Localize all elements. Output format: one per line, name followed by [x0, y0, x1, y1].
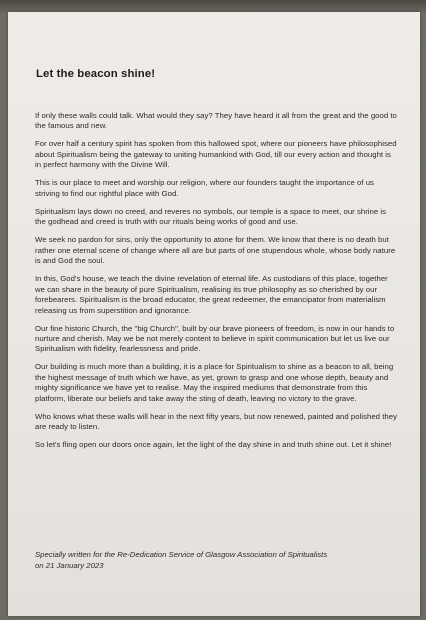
signoff-line: Specially written for the Re-Dedication Service of Glasgow Association of Spiritualists — [35, 550, 328, 559]
paragraph: If only these walls could talk. What would they say? They have heard it all from the great and the good to the famous and new. — [35, 111, 397, 131]
paragraph: Our fine historic Church, the "big Church", built by our brave pioneers of freedom, is now in our hands to nurture and cherish. May we be not merely content to believe in spirit communication but let us live our Spiritualism with fidelity, fearlessness and pride. — [35, 323, 395, 354]
paragraph: This is our place to meet and worship our religion, where our founders taught the importance of us striving to find our rightful place with God. — [35, 178, 374, 198]
paragraph: Spiritualism lays down no creed, and reveres no symbols, our temple is a space to meet, our shrine is the godhead and creed is truth with our rituals being works of good and use. — [35, 206, 387, 227]
signoff-date: on 21 January 2023 — [35, 560, 104, 570]
document-body — [35, 111, 397, 458]
paragraph: Who knows what these walls will hear in the next fifty years, but now renewed, painted and polished they are ready to listen. — [35, 411, 397, 432]
document-title: Let the beacon shine! — [36, 68, 156, 80]
paragraph: In this, God's house, we teach the divine revelation of eternal life. As custodians of this place, together we can share in the beauty of pure Spiritualism, realising its true philosophy as so cherished by our forebearers. Spiritualism is the broad educator, the great redeemer, the emancipator from materialism releasing us from superstition and ignorance. — [35, 274, 388, 315]
paragraph: We seek no pardon for sins, only the opportunity to atone for them. We know that there is no death but rather one eternal scene of change where all are but parts of one stupendous whole, whose body nature is and God the soul. — [35, 235, 396, 266]
printed-sheet — [8, 12, 420, 616]
dedication-signoff — [35, 550, 397, 571]
paragraph: So let's fling open our doors once again, let the light of the day shine in and truth shine out. Let it shine! — [35, 440, 392, 450]
paragraph: Our building is much more than a building, it is a place for Spiritualism to shine as a beacon to all, being the highest message of truth which we have, as yet, grown to grasp and one whose depth, beauty and mighty significance we have yet to realise. May the inspired mediums that demonstrate from this platform, liberate our beliefs and take away the sting of death, leaving no victory to the grave. — [35, 362, 394, 403]
paragraph: For over half a century spirit has spoken from this hallowed spot, where our pioneers have philosophised about Spiritualism being the gateway to uniting humankind with God, till our every action and thought is in perfect harmony with the Divine Will. — [35, 139, 397, 170]
